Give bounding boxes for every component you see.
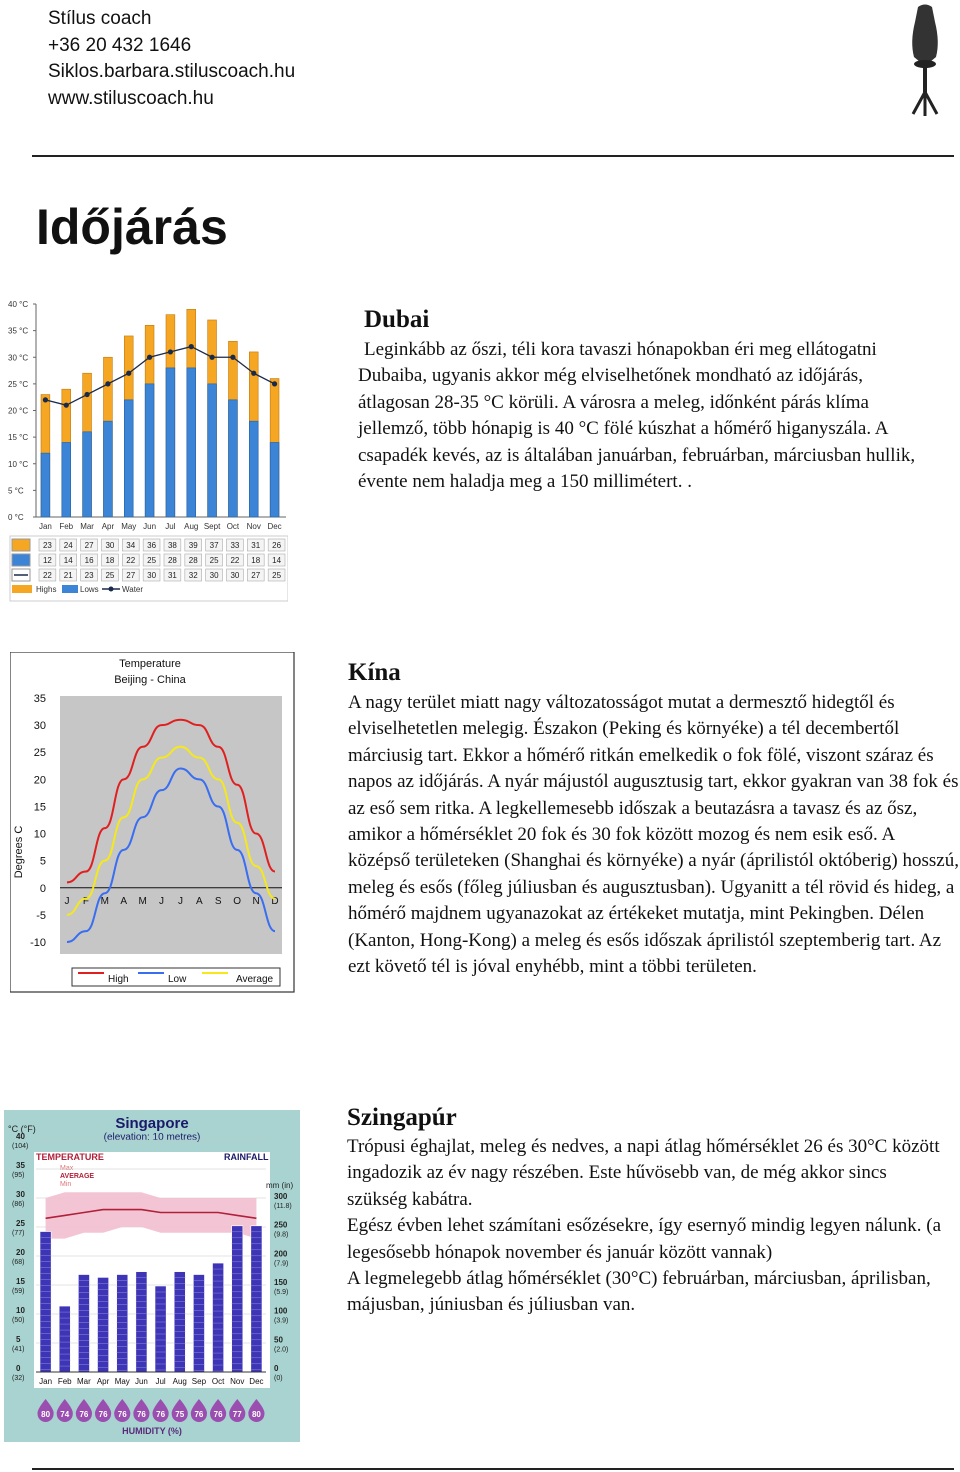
x-tick-label: Feb: [57, 1377, 72, 1386]
table-value: 24: [63, 541, 73, 550]
right-tick-label: 50: [274, 1335, 283, 1345]
left-tick-label: 35: [16, 1161, 25, 1170]
table-value: 18: [251, 556, 261, 565]
table-value: 25: [147, 556, 157, 565]
x-tick-label: Sept: [203, 522, 221, 531]
y-tick-label: 10: [33, 828, 46, 841]
legend-lows: Lows: [80, 585, 99, 594]
china-text: [348, 690, 960, 980]
x-tick-label: Apr: [101, 522, 115, 531]
x-tick-label: Jun: [143, 522, 157, 531]
table-value: 30: [230, 571, 240, 580]
singapore-climate-chart: [4, 1110, 302, 1444]
humidity-label: HUMIDITY (%): [122, 1426, 182, 1436]
rainfall-bar: [193, 1275, 204, 1372]
humidity-value: 76: [156, 1410, 166, 1419]
table-value: 37: [209, 541, 219, 550]
chart-subtitle: Beijing - China: [114, 674, 186, 686]
table-value: 26: [272, 541, 282, 550]
water-point: [43, 397, 48, 402]
x-tick-label: May: [114, 1377, 130, 1386]
bar-low: [208, 384, 217, 517]
humidity-value: 74: [60, 1410, 70, 1419]
y-tick-label: 40 °C: [8, 300, 29, 309]
bar-low: [62, 442, 71, 517]
y-tick-label: 0 °C: [8, 513, 24, 522]
table-value: 25: [209, 556, 219, 565]
legend-highs-swatch: [12, 585, 32, 593]
table-value: 27: [126, 571, 136, 580]
left-tick-label: 15: [16, 1277, 25, 1286]
x-tick-label: May: [121, 522, 137, 531]
water-point: [272, 381, 277, 386]
table-value: 14: [63, 556, 73, 565]
beijing-temperature-chart: [10, 652, 296, 996]
china-paragraph: A nagy terület miatt nagy változatosságot mutat a dermesztő hidegtől és elviselhetetlen melegig. Északon (Peking és környéke) a tél decembertől márciusig tart. Ekkor a hőmérő ritkán emelkedik o fok fölé, viszont száraz és napos az időjárás. A nyár májustól augusztusig tart, ekkor gyakran van 38 fok és az eső sem ritka. A legkellemesebb időszak a beutazásra a tavasz és az ősz, amikor a hőmérséklet 20 fok és 30 fok között mozog és nem esik eső. A középső területeken (Shanghai és környéke) a nyár (áprilistól októberig) hosszú, meleg és esős (főleg júliusban és augusztusban). Ugyanitt a tél rövid és hideg, a hőmérő majdnem ugyanazokat az értékeket mutatja, mint Pekingben. Délen (Kanton, Hong-Kong) a meleg és esős időszak áprilistól szeptemberig tart. Az ezt követő tél is jóval enyhébb, mint a többi területen.: [348, 692, 959, 978]
table-value: 28: [167, 556, 177, 565]
x-tick-label: Feb: [59, 522, 74, 531]
x-tick-label: Jul: [155, 1377, 166, 1386]
legend-swatch: [12, 554, 30, 566]
table-value: 14: [272, 556, 282, 565]
y-tick-label: 5 °C: [8, 486, 24, 496]
temp-legend-min: Min: [60, 1181, 72, 1188]
right-tick-label-in: (0): [274, 1375, 283, 1382]
y-tick-label: 35: [33, 693, 46, 705]
rainfall-bar: [78, 1275, 89, 1372]
x-tick-label: M: [100, 895, 109, 907]
table-value: 25: [272, 571, 282, 580]
x-tick-label: N: [252, 895, 260, 907]
humidity-value: 77: [232, 1410, 242, 1419]
right-tick-label-in: (11.8): [274, 1203, 292, 1210]
x-tick-label: M: [138, 895, 147, 907]
rainfall-bar: [117, 1275, 128, 1372]
right-tick-label: 0: [274, 1364, 279, 1373]
table-value: 23: [84, 571, 94, 580]
water-point: [168, 349, 173, 354]
left-tick-label-f: (41): [12, 1346, 25, 1353]
right-tick-label: 250: [274, 1220, 288, 1230]
left-tick-label-f: (95): [12, 1172, 25, 1179]
table-value: 31: [167, 571, 177, 580]
singapore-text: [347, 1134, 947, 1319]
table-value: 27: [251, 571, 261, 580]
y-axis-label: Degrees C: [13, 825, 25, 879]
table-value: 22: [230, 556, 240, 565]
table-value: 39: [188, 541, 198, 550]
x-tick-label: Dec: [267, 522, 282, 531]
right-tick-label-in: (7.9): [274, 1260, 289, 1268]
table-value: 22: [42, 571, 52, 580]
bar-low: [270, 442, 279, 517]
dubai-title: Dubai: [364, 306, 430, 333]
legend-water: Water: [122, 585, 144, 594]
legend-label-high: High: [108, 974, 129, 985]
x-tick-label: Jul: [165, 522, 176, 531]
table-value: 23: [42, 541, 52, 550]
water-point: [147, 355, 152, 360]
table-value: 32: [188, 571, 198, 580]
water-point: [64, 403, 69, 408]
y-tick-label: 25: [33, 747, 46, 760]
left-tick-label: 40: [16, 1132, 25, 1141]
bar-low: [145, 384, 154, 517]
y-tick-label: 20: [33, 774, 46, 787]
rainfall-bar: [174, 1272, 185, 1372]
legend-water-dot: [109, 587, 114, 592]
x-tick-label: A: [120, 895, 128, 907]
humidity-value: 75: [175, 1410, 185, 1419]
water-point: [126, 371, 131, 376]
table-value: 30: [105, 541, 115, 550]
table-value: 16: [84, 556, 94, 565]
left-tick-label-f: (77): [12, 1230, 25, 1237]
contact-phone: +36 20 432 1646: [48, 34, 192, 56]
chart-title: Singapore: [115, 1115, 189, 1132]
water-point: [251, 371, 256, 376]
contact-name: Stílus coach: [48, 8, 152, 29]
water-point: [84, 392, 89, 397]
bar-low: [229, 400, 238, 517]
rainfall-bar: [59, 1306, 70, 1372]
left-tick-label-f: (86): [12, 1201, 25, 1208]
x-tick-label: Nov: [230, 1377, 245, 1386]
right-tick-label-in: (2.0): [274, 1346, 289, 1354]
table-value: 34: [126, 541, 136, 550]
bar-low: [166, 368, 175, 517]
x-tick-label: O: [233, 895, 242, 907]
contact-email: Siklos.barbara.stiluscoach.hu: [48, 61, 296, 82]
bar-low: [104, 421, 113, 517]
x-tick-label: D: [271, 895, 279, 907]
legend-lows-swatch: [62, 585, 78, 593]
table-value: 33: [230, 541, 240, 550]
china-title: Kína: [348, 659, 401, 686]
water-point: [230, 355, 235, 360]
humidity-value: 76: [136, 1410, 146, 1419]
x-tick-label: J: [64, 895, 70, 907]
page-title: Időjárás: [36, 199, 228, 255]
x-tick-label: Mar: [77, 1377, 91, 1386]
bar-low: [83, 432, 92, 517]
chart-title: Temperature: [119, 658, 181, 670]
left-tick-label-f: (59): [12, 1288, 25, 1295]
y-tick-label: -10: [30, 937, 46, 949]
y-tick-label: 10 °C: [8, 459, 29, 469]
water-point: [189, 344, 194, 349]
left-tick-label: 10: [16, 1306, 25, 1315]
bar-low: [124, 400, 133, 517]
table-value: 25: [105, 571, 115, 580]
humidity-value: 80: [251, 1410, 261, 1419]
left-tick-label: 30: [16, 1190, 25, 1199]
contact-website[interactable]: www.stiluscoach.hu: [48, 87, 214, 109]
humidity-value: 80: [41, 1410, 51, 1419]
left-tick-label: 5: [16, 1335, 21, 1344]
left-tick-label: 20: [16, 1248, 25, 1257]
temperature-label: TEMPERATURE: [36, 1152, 104, 1162]
table-value: 12: [42, 556, 52, 565]
left-tick-label-f: (32): [12, 1375, 25, 1382]
y-tick-label: 35 °C: [8, 326, 29, 336]
footer-divider: [32, 1468, 954, 1470]
x-tick-label: J: [177, 895, 183, 907]
table-value: 28: [188, 556, 198, 565]
x-tick-label: Apr: [96, 1377, 110, 1386]
left-tick-label-f: (50): [12, 1317, 25, 1324]
x-tick-label: F: [82, 895, 89, 907]
left-tick-label-f: (104): [12, 1143, 29, 1150]
dubai-climate-chart: [6, 292, 288, 602]
x-tick-label: Mar: [80, 522, 94, 531]
right-tick-label-in: (9.8): [274, 1231, 289, 1239]
left-tick-label: 0: [16, 1364, 21, 1373]
legend-swatch: [12, 539, 30, 551]
water-point: [105, 381, 110, 386]
y-tick-label: 0: [39, 882, 46, 895]
rainfall-bar: [40, 1232, 51, 1372]
temp-legend-average: AVERAGE: [60, 1173, 95, 1180]
y-tick-label: 25 °C: [8, 379, 29, 389]
right-tick-label-in: (3.9): [274, 1317, 289, 1325]
rainfall-bar: [251, 1226, 262, 1372]
rainfall-bar: [155, 1286, 166, 1372]
x-tick-label: A: [196, 895, 203, 907]
x-tick-label: Jun: [134, 1377, 148, 1386]
header-divider: [32, 155, 954, 157]
water-point: [209, 355, 214, 360]
table-value: 36: [147, 541, 157, 550]
y-tick-label: 15: [33, 801, 46, 814]
humidity-value: 76: [117, 1410, 127, 1419]
water-line: [45, 347, 274, 406]
table-value: 22: [126, 556, 136, 565]
rainfall-bar: [213, 1263, 224, 1372]
bar-low: [41, 453, 50, 517]
legend-label-average: Average: [236, 974, 274, 985]
y-tick-label: 20 °C: [8, 406, 29, 416]
y-tick-label: 5: [39, 855, 46, 868]
left-axis-label: °C (°F): [8, 1124, 36, 1134]
table-value: 21: [63, 571, 73, 580]
humidity-value: 76: [98, 1410, 108, 1419]
left-tick-label-f: (68): [12, 1259, 25, 1266]
table-value: 31: [251, 541, 261, 550]
rainfall-bar: [136, 1272, 147, 1372]
humidity-value: 76: [213, 1410, 223, 1419]
y-tick-label: 15 °C: [8, 433, 29, 443]
right-tick-label: 200: [274, 1249, 288, 1259]
y-tick-label: 30: [33, 720, 46, 733]
x-tick-label: Nov: [246, 522, 261, 531]
right-tick-label: 100: [274, 1306, 288, 1316]
x-tick-label: Oct: [226, 522, 240, 531]
x-tick-label: Dec: [249, 1377, 264, 1386]
singapore-title: Szingapúr: [347, 1104, 457, 1131]
rainfall-bar: [98, 1277, 109, 1372]
table-value: 30: [209, 571, 219, 580]
table-value: 30: [147, 571, 157, 580]
dubai-text: [358, 337, 928, 495]
table-value: 38: [167, 541, 177, 550]
x-tick-label: Oct: [211, 1377, 225, 1386]
humidity-value: 76: [79, 1410, 89, 1419]
temp-legend-max: Max: [60, 1165, 74, 1172]
x-tick-label: Sep: [191, 1377, 207, 1386]
table-value: 27: [84, 541, 94, 550]
table-value: 18: [105, 556, 115, 565]
rainfall-bar: [232, 1226, 243, 1372]
legend-highs: Highs: [36, 585, 57, 594]
right-tick-label: 300: [274, 1192, 288, 1201]
plot-area: [60, 696, 282, 954]
y-tick-label: 30 °C: [8, 353, 29, 363]
bar-low: [249, 421, 258, 517]
x-tick-label: Aug: [172, 1377, 187, 1386]
x-tick-label: Jan: [39, 1377, 53, 1386]
rainfall-label: RAINFALL: [224, 1152, 269, 1162]
singapore-paragraph-1: Trópusi éghajlat, meleg és nedves, a napi átlag hőmérséklet 26 és 30°C között ingadozik az év nagy részében. Este hűvösebb van, de még akkor sincs szükség kabátra.: [347, 1136, 940, 1210]
right-tick-label-in: (5.9): [274, 1289, 289, 1296]
contact-block: [48, 6, 295, 112]
legend-label-low: Low: [168, 974, 187, 985]
chart-subtitle: (elevation: 10 metres): [103, 1132, 201, 1143]
mannequin-logo-icon: [900, 2, 950, 127]
humidity-value: 76: [194, 1410, 204, 1419]
x-tick-label: Jan: [38, 522, 52, 531]
left-tick-label: 25: [16, 1219, 25, 1228]
singapore-paragraph-3: A legmelegebb átlag hőmérséklet (30°C) februárban, márciusban, áprilisban, májusban, júniusban és júliusban van.: [347, 1268, 931, 1316]
x-tick-label: J: [159, 895, 165, 907]
x-tick-label: Aug: [184, 522, 199, 531]
singapore-paragraph-2: Egész évben lehet számítani esőzésekre, így esernyő mindig legyen nálunk. (a legesősebb hónapok november és január között vannak): [347, 1215, 942, 1263]
bar-low: [187, 368, 196, 517]
y-tick-label: -5: [36, 909, 46, 922]
right-axis-label: mm (in): [266, 1181, 294, 1190]
right-tick-label: 150: [274, 1278, 288, 1287]
dubai-paragraph: Leginkább az őszi, téli kora tavaszi hónapokban éri meg ellátogatni Dubaiba, ugyanis akkor még elviselhetőnek mondható az időjárás, átlagosan 28-35 °C körüli. A városra a meleg, időnként párás klíma jellemző, több hónapig is 40 °C fölé kúszhat a hőmérő higanyszála. A csapadék kevés, az is általában januárban, februárban, márciusban hullik, évente nem haladja meg a 150 millimétert. .: [358, 339, 916, 493]
x-tick-label: S: [214, 895, 222, 907]
